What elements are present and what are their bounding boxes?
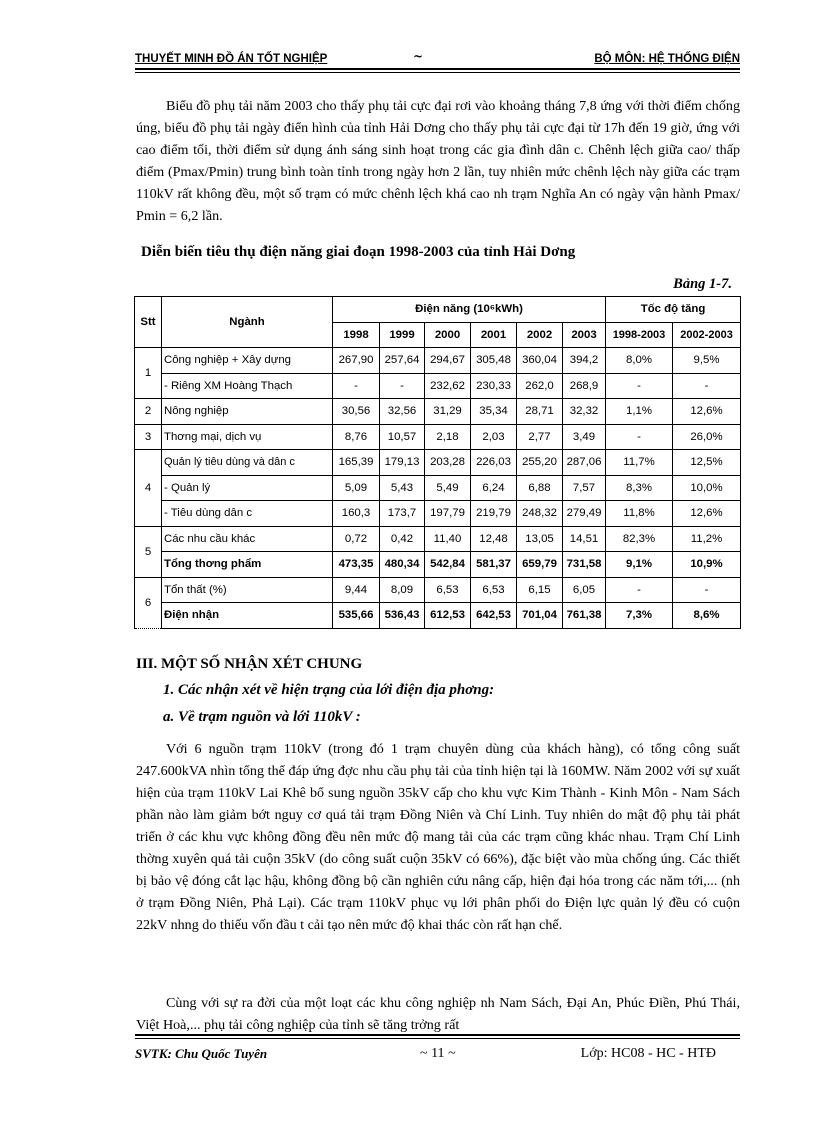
cell-value: 203,28: [425, 450, 471, 476]
cell-rate-b: 10,9%: [673, 552, 741, 578]
cell-rate-b: 12,6%: [673, 501, 741, 527]
cell-value: 6,53: [425, 577, 471, 603]
cell-value: 11,40: [425, 526, 471, 552]
cell-rate-a: -: [606, 373, 673, 399]
table-row: [135, 526, 741, 552]
cell-value: 473,35: [333, 552, 380, 578]
cell-value: 35,34: [471, 399, 517, 425]
cell-nganh: - Tiêu dùng dân c: [162, 501, 333, 527]
page-header: [135, 48, 740, 70]
cell-nganh: Quản lý tiêu dùng và dân c: [162, 450, 333, 476]
col-year: 2003: [563, 322, 606, 348]
table-caption: Diễn biến tiêu thụ điện năng giai đoạn 1998-2003 của tỉnh Hải Dơng: [141, 244, 576, 260]
cell-value: 268,9: [563, 373, 606, 399]
consumption-table: [134, 296, 741, 629]
paragraph-intro: Biểu đồ phụ tải năm 2003 cho thấy phụ tải cực đại rơi vào khoảng tháng 7,8 ứng với thời điểm chống úng, biểu đồ phụ tải ngày điển hình của tỉnh Hải Dơng cho thấy phụ tải cực đại từ 17h đến 19 giờ, ứng với cao điểm tối, thời điểm sử dụng ánh sáng sinh hoạt trong các gia đình dân c. Chênh lệch giữa cao/ thấp điểm (Pmax/Pmin) trung bình toàn tỉnh trong ngày hơn 2 lần, tuy nhiên mức chênh lệch này giữa các trạm 110kV rất không đều, một số trạm có mức chênh lệch khá cao nh trạm Nghĩa An có ngày vận hành Pmax/ Pmin = 6,2 lần.: [136, 98, 740, 224]
col-year: 1999: [380, 322, 425, 348]
cell-value: 3,49: [563, 424, 606, 450]
cell-value: 31,29: [425, 399, 471, 425]
cell-value: 0,42: [380, 526, 425, 552]
page-footer: [135, 1038, 740, 1069]
cell-nganh: Thơng mại, dịch vụ: [162, 424, 333, 450]
col-year: 2001: [471, 322, 517, 348]
cell-value: 6,24: [471, 475, 517, 501]
cell-value: 226,03: [471, 450, 517, 476]
col-year: 2000: [425, 322, 471, 348]
cell-value: 535,66: [333, 603, 380, 629]
cell-rate-a: 11,7%: [606, 450, 673, 476]
cell-value: 28,71: [517, 399, 563, 425]
cell-value: 173,7: [380, 501, 425, 527]
col-stt: Stt: [135, 297, 162, 348]
cell-value: 2,77: [517, 424, 563, 450]
cell-value: 294,67: [425, 348, 471, 374]
cell-value: 480,34: [380, 552, 425, 578]
cell-value: 230,33: [471, 373, 517, 399]
cell-value: 267,90: [333, 348, 380, 374]
cell-value: 160,3: [333, 501, 380, 527]
cell-value: 581,37: [471, 552, 517, 578]
cell-value: 7,57: [563, 475, 606, 501]
header-left: THUYẾT MINH ĐỒ ÁN TỐT NGHIỆP: [135, 53, 328, 65]
cell-value: 279,49: [563, 501, 606, 527]
cell-value: 5,43: [380, 475, 425, 501]
cell-value: 659,79: [517, 552, 563, 578]
cell-rate-b: 9,5%: [673, 348, 741, 374]
col-dien-nang: Điện năng (10⁶kWh): [333, 297, 606, 323]
cell-rate-b: -: [673, 373, 741, 399]
cell-rate-a: 9,1%: [606, 552, 673, 578]
page-number: ~ 11 ~: [420, 1046, 456, 1061]
cell-value: 8,76: [333, 424, 380, 450]
cell-value: 255,20: [517, 450, 563, 476]
cell-stt: 1: [135, 348, 162, 399]
cell-value: 30,56: [333, 399, 380, 425]
cell-value: 731,58: [563, 552, 606, 578]
cell-value: 10,57: [380, 424, 425, 450]
cell-value: 32,56: [380, 399, 425, 425]
cell-value: 232,62: [425, 373, 471, 399]
cell-value: 12,48: [471, 526, 517, 552]
footer-author: SVTK: Chu Quốc Tuyên: [135, 1046, 268, 1061]
cell-rate-a: -: [606, 577, 673, 603]
table-row: [135, 424, 741, 450]
footer-rule: [135, 1034, 740, 1036]
cell-nganh: Tổng thơng phẩm: [162, 552, 333, 578]
cell-stt: 5: [135, 526, 162, 577]
table-row: [135, 373, 741, 399]
cell-rate-a: 1,1%: [606, 399, 673, 425]
cell-value: 642,53: [471, 603, 517, 629]
col-toc-do: Tốc độ tăng: [606, 297, 741, 323]
cell-value: 5,09: [333, 475, 380, 501]
cell-rate-b: 26,0%: [673, 424, 741, 450]
cell-stt: 4: [135, 450, 162, 527]
table-header-row: [135, 297, 741, 323]
cell-value: 179,13: [380, 450, 425, 476]
cell-rate-b: 12,6%: [673, 399, 741, 425]
cell-value: 6,53: [471, 577, 517, 603]
cell-value: 394,2: [563, 348, 606, 374]
cell-value: 2,03: [471, 424, 517, 450]
cell-rate-b: 10,0%: [673, 475, 741, 501]
paragraph-stations: Với 6 nguồn trạm 110kV (trong đó 1 trạm chuyên dùng của khách hàng), có tổng công suất 247.600kVA nhìn tổng thể đáp ứng đợc nhu cầu phụ tải của tỉnh hiện tại là 160MW. Năm 2002 với sự xuất hiện của trạm 110kV Lai Khê bổ sung nguồn 35kV cấp cho khu vực Kim Thành - Kinh Môn - Nam Sách phần nào làm giảm bớt nguy cơ quá tải trạm Đồng Niên và Chí Linh. Tuy nhiên do mật độ phụ tải phát triển ở các khu vực không đồng đều nên mức độ mang tải của các trạm cũng khác nhau. Trạm Chí Linh thờng xuyên quá tải cuộn 35kV (do công suất cuộn 35kV có 66%), đặc biệt vào mùa chống úng. Các thiết bị bảo vệ đóng cắt lạc hậu, không đồng bộ cần nghiên cứu nâng cấp, hiện đại hóa trong các năm tới,... (nh ở trạm Đồng Niên, Phả Lại). Các trạm 110kV phục vụ lới phân phối do Điện lực quản lý đều có cuộn 22kV nhng do thiếu vốn đầu t cải tạo nên mức độ khai thác còn rất hạn chế.: [136, 741, 740, 933]
cell-rate-a: 11,8%: [606, 501, 673, 527]
col-rate-a: 1998-2003: [606, 322, 673, 348]
table-row: [135, 501, 741, 527]
cell-value: 13,05: [517, 526, 563, 552]
col-rate-b: 2002-2003: [673, 322, 741, 348]
cell-rate-b: 8,6%: [673, 603, 741, 629]
table-label: Bảng 1-7.: [673, 276, 732, 292]
cell-value: 305,48: [471, 348, 517, 374]
cell-value: 612,53: [425, 603, 471, 629]
cell-rate-a: 8,0%: [606, 348, 673, 374]
cell-value: 8,09: [380, 577, 425, 603]
cell-value: 257,64: [380, 348, 425, 374]
table-row: [135, 348, 741, 374]
table-row: [135, 603, 741, 629]
col-year: 1998: [333, 322, 380, 348]
cell-value: 701,04: [517, 603, 563, 629]
cell-value: 32,32: [563, 399, 606, 425]
cell-stt: 6: [135, 577, 162, 628]
cell-value: 6,88: [517, 475, 563, 501]
table-row: [135, 577, 741, 603]
cell-nganh: Công nghiệp + Xây dựng: [162, 348, 333, 374]
cell-value: 9,44: [333, 577, 380, 603]
cell-value: -: [333, 373, 380, 399]
section-heading: III. MỘT SỐ NHẬN XÉT CHUNG: [136, 656, 363, 672]
cell-rate-b: 12,5%: [673, 450, 741, 476]
col-nganh: Ngành: [162, 297, 333, 348]
cell-value: 6,05: [563, 577, 606, 603]
cell-rate-b: -: [673, 577, 741, 603]
table-row: [135, 399, 741, 425]
cell-rate-a: 8,3%: [606, 475, 673, 501]
footer-class: Lớp: HC08 - HC - HTĐ: [580, 1046, 716, 1061]
cell-value: 536,43: [380, 603, 425, 629]
cell-value: 262,0: [517, 373, 563, 399]
cell-value: -: [380, 373, 425, 399]
cell-stt: 2: [135, 399, 162, 425]
cell-nganh: Tổn thất (%): [162, 577, 333, 603]
cell-value: 2,18: [425, 424, 471, 450]
cell-value: 5,49: [425, 475, 471, 501]
cell-value: 542,84: [425, 552, 471, 578]
cell-nganh: - Quản lý: [162, 475, 333, 501]
cell-value: 0,72: [333, 526, 380, 552]
cell-nganh: Các nhu cầu khác: [162, 526, 333, 552]
cell-value: 14,51: [563, 526, 606, 552]
cell-value: 165,39: [333, 450, 380, 476]
table-row: [135, 450, 741, 476]
header-ornament: ~: [413, 49, 424, 63]
cell-value: 360,04: [517, 348, 563, 374]
header-right: BỘ MÔN: HỆ THỐNG ĐIỆN: [594, 53, 740, 65]
cell-rate-a: 7,3%: [606, 603, 673, 629]
cell-value: 6,15: [517, 577, 563, 603]
cell-value: 248,32: [517, 501, 563, 527]
cell-value: 219,79: [471, 501, 517, 527]
paragraph-industry: Cùng với sự ra đời của một loạt các khu công nghiệp nh Nam Sách, Đại An, Phúc Điền, Phú Thái, Việt Hoà,... phụ tải công nghiệp của tỉnh sẽ tăng trởng rất: [136, 995, 740, 1033]
subheading-1: 1. Các nhận xét về hiện trạng của lới điện địa phơng:: [163, 682, 495, 698]
cell-value: 287,06: [563, 450, 606, 476]
page-number-value: 11: [431, 1046, 445, 1061]
cell-stt: 3: [135, 424, 162, 450]
cell-rate-a: 82,3%: [606, 526, 673, 552]
cell-nganh: Nông nghiệp: [162, 399, 333, 425]
cell-value: 197,79: [425, 501, 471, 527]
header-rule: [135, 72, 740, 73]
cell-nganh: Điện nhận: [162, 603, 333, 629]
table-row: [135, 552, 741, 578]
subheading-a: a. Về trạm nguồn và lới 110kV :: [163, 709, 361, 725]
col-year: 2002: [517, 322, 563, 348]
cell-rate-b: 11,2%: [673, 526, 741, 552]
cell-nganh: - Riêng XM Hoàng Thạch: [162, 373, 333, 399]
cell-rate-a: -: [606, 424, 673, 450]
cell-value: 761,38: [563, 603, 606, 629]
table-row: [135, 475, 741, 501]
